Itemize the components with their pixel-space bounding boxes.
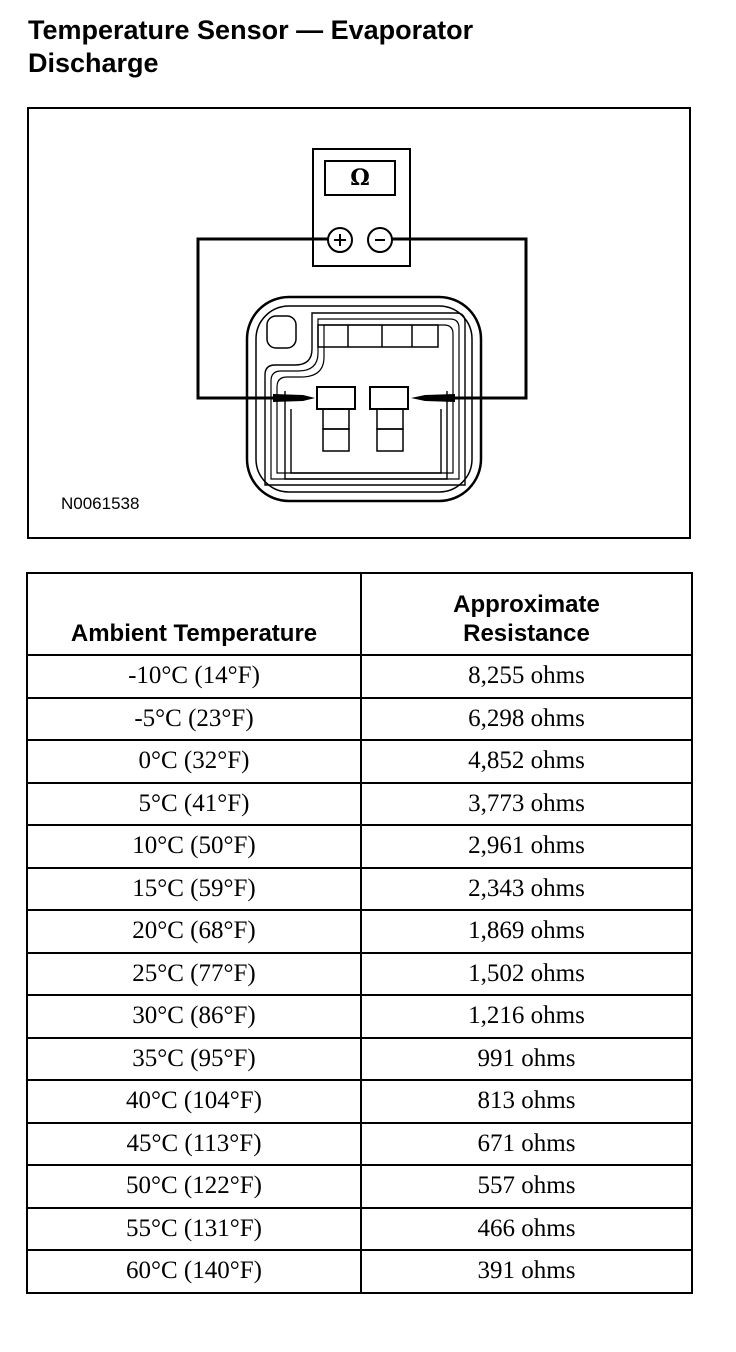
table-row: [27, 698, 692, 741]
temperature-cell: 25°C (77°F): [27, 953, 361, 996]
header-approximate-resistance: [361, 573, 692, 655]
table-row: [27, 655, 692, 698]
table-row: [27, 995, 692, 1038]
table-row: [27, 1123, 692, 1166]
positive-probe-tip: [273, 394, 315, 402]
resistance-cell: 813 ohms: [361, 1080, 692, 1123]
temperature-cell: 50°C (122°F): [27, 1165, 361, 1208]
temperature-cell: 55°C (131°F): [27, 1208, 361, 1251]
resistance-cell: 2,343 ohms: [361, 868, 692, 911]
temperature-cell: 5°C (41°F): [27, 783, 361, 826]
wiring-diagram: [27, 107, 691, 539]
table-row: [27, 1250, 692, 1293]
temperature-cell: 40°C (104°F): [27, 1080, 361, 1123]
temperature-cell: -5°C (23°F): [27, 698, 361, 741]
figure-id: N0061538: [61, 494, 140, 513]
temperature-cell: 60°C (140°F): [27, 1250, 361, 1293]
table-row: [27, 1038, 692, 1081]
temperature-cell: 30°C (86°F): [27, 995, 361, 1038]
resistance-table: [26, 572, 693, 1294]
resistance-cell: 391 ohms: [361, 1250, 692, 1293]
terminal-right: [370, 387, 408, 409]
table-body: [27, 655, 692, 1293]
temperature-cell: 0°C (32°F): [27, 740, 361, 783]
table-row: [27, 825, 692, 868]
title-line-2: Discharge: [28, 48, 159, 78]
resistance-cell: 671 ohms: [361, 1123, 692, 1166]
table-row: [27, 783, 692, 826]
resistance-cell: 557 ohms: [361, 1165, 692, 1208]
connector-latch: [267, 316, 296, 348]
resistance-cell: 1,869 ohms: [361, 910, 692, 953]
resistance-cell: 4,852 ohms: [361, 740, 692, 783]
temperature-cell: 15°C (59°F): [27, 868, 361, 911]
table-row: [27, 953, 692, 996]
header-ambient-temperature: Ambient Temperature: [27, 573, 361, 655]
table-header-row: [27, 573, 692, 655]
terminal-left: [317, 387, 355, 409]
temperature-cell: 20°C (68°F): [27, 910, 361, 953]
temperature-cell: 45°C (113°F): [27, 1123, 361, 1166]
negative-probe-tip: [411, 394, 455, 402]
table-row: [27, 1165, 692, 1208]
table-row: [27, 1208, 692, 1251]
table-row: [27, 910, 692, 953]
resistance-cell: 8,255 ohms: [361, 655, 692, 698]
resistance-cell: 2,961 ohms: [361, 825, 692, 868]
temperature-cell: 35°C (95°F): [27, 1038, 361, 1081]
page-title: [28, 14, 708, 80]
temperature-cell: 10°C (50°F): [27, 825, 361, 868]
ohm-symbol: Ω: [350, 165, 370, 191]
resistance-cell: 991 ohms: [361, 1038, 692, 1081]
table-row: [27, 1080, 692, 1123]
resistance-cell: 3,773 ohms: [361, 783, 692, 826]
resistance-cell: 466 ohms: [361, 1208, 692, 1251]
temperature-cell: -10°C (14°F): [27, 655, 361, 698]
resistance-cell: 6,298 ohms: [361, 698, 692, 741]
resistance-cell: 1,502 ohms: [361, 953, 692, 996]
header-resistance-line-1: Approximate: [453, 591, 600, 618]
resistance-cell: 1,216 ohms: [361, 995, 692, 1038]
title-line-1: Temperature Sensor — Evaporator: [28, 15, 474, 45]
table-row: [27, 868, 692, 911]
table-row: [27, 740, 692, 783]
header-resistance-line-2: Resistance: [463, 620, 590, 647]
